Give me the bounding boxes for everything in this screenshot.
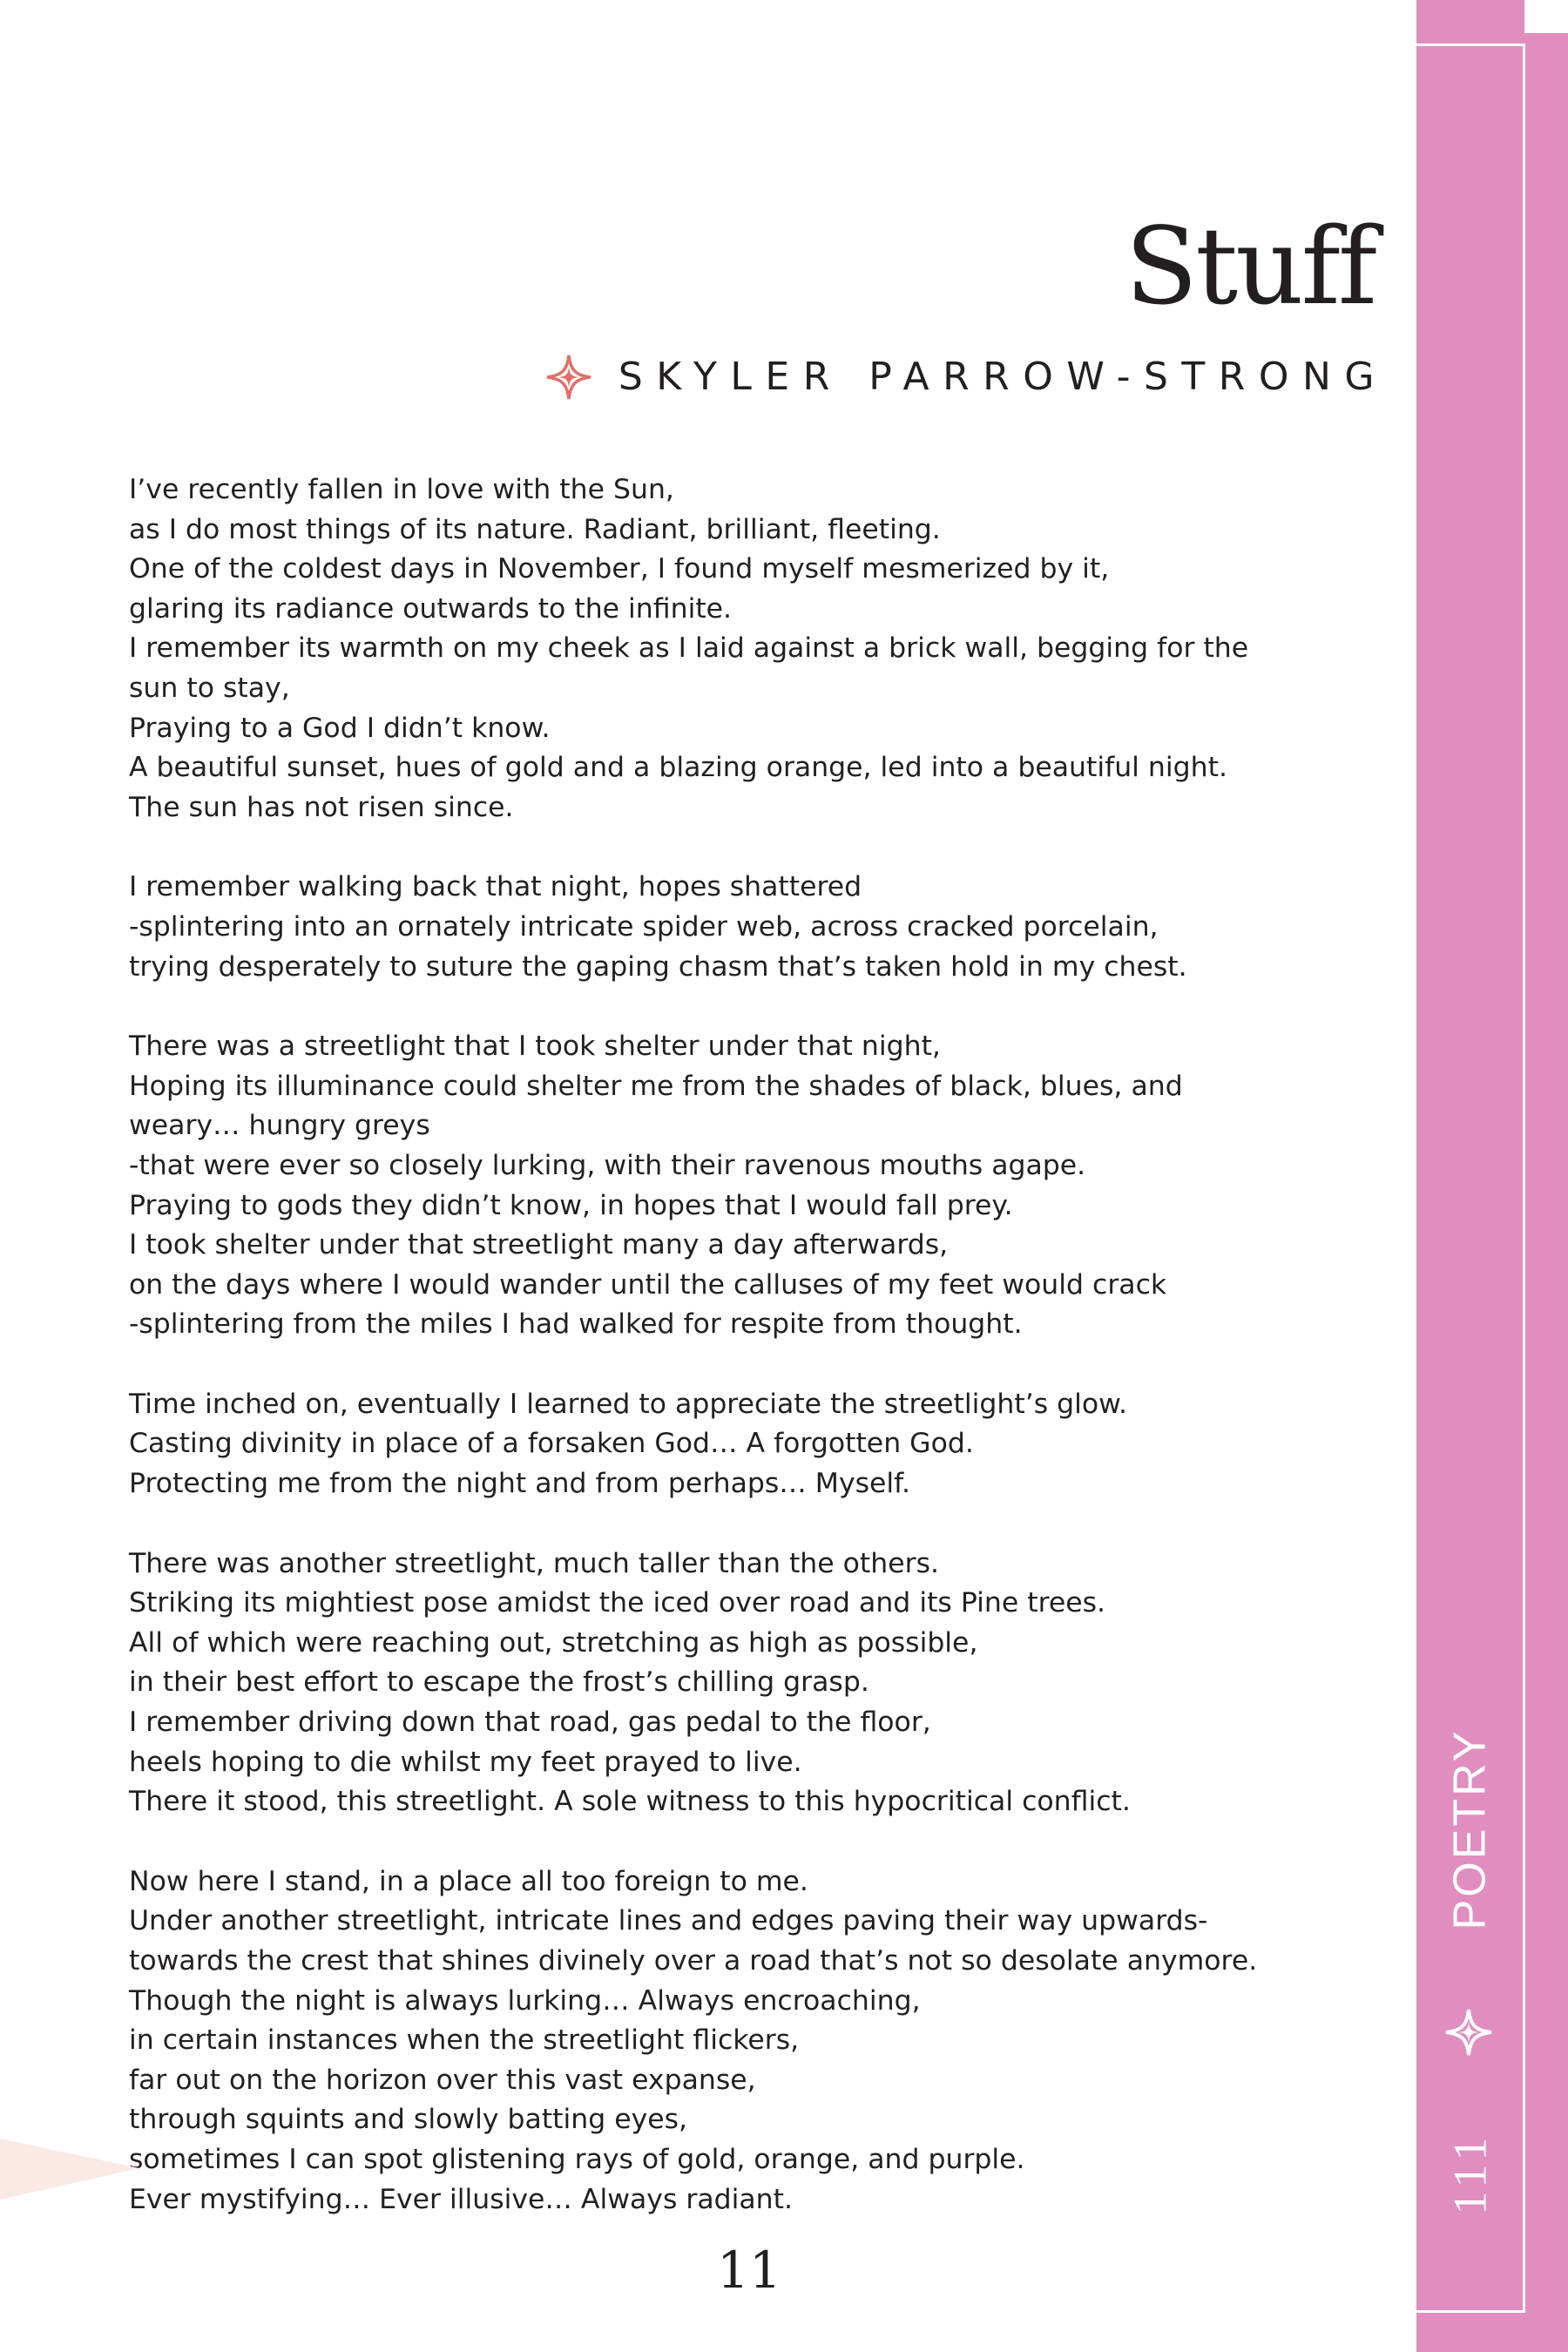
- poem-line: Praying to a God I didn’t know.: [129, 712, 551, 744]
- poem-line: The sun has not risen since.: [129, 791, 514, 823]
- poem-line: Time inched on, eventually I learned to appreciate the streetlight’s glow.: [129, 1388, 1128, 1420]
- poem-line: -splintering from the miles I had walked for respite from thought.: [129, 1308, 1023, 1341]
- poem-line: Casting divinity in place of a forsaken God… A forgotten God.: [129, 1428, 974, 1460]
- poem-line: towards the crest that shines divinely over a road that’s not so desolate anymore.: [129, 1945, 1258, 1977]
- poem-line: heels hoping to die whilst my feet prayed to live.: [129, 1746, 802, 1778]
- poem-line: -splintering into an ornately intricate spider web, across cracked porcelain,: [129, 910, 1159, 943]
- stanza: [129, 1027, 1418, 1345]
- poem-line: in certain instances when the streetlight flickers,: [129, 2024, 800, 2057]
- stanza: [129, 1544, 1418, 1822]
- sidebar-number-text: 111: [1443, 2132, 1496, 2215]
- poem-line: One of the coldest days in November, I found myself mesmerized by it,: [129, 553, 1110, 585]
- poem-line: weary… hungry greys: [129, 1110, 430, 1142]
- page-number: 11: [717, 2240, 781, 2300]
- stanza: [129, 470, 1418, 828]
- poem-line: A beautiful sunset, hues of gold and a blazing orange, led into a beautiful night.: [129, 752, 1227, 784]
- poem-line: All of which were reaching out, stretching as high as possible,: [129, 1626, 978, 1659]
- decorative-ray: [0, 2139, 139, 2200]
- poem-line: glaring its radiance outwards to the infinite.: [129, 592, 733, 625]
- poem-line: There was another streetlight, much taller than the others.: [129, 1547, 939, 1579]
- poem-line: far out on the horizon over this vast expanse,: [129, 2064, 756, 2096]
- sidebar-frame: [1416, 44, 1525, 2313]
- poem-line: Hoping its illuminance could shelter me from the shades of black, blues, and: [129, 1070, 1183, 1102]
- poem-line: Praying to gods they didn’t know, in hopes that I would fall prey.: [129, 1189, 1013, 1221]
- poem-line: on the days where I would wander until the calluses of my feet would crack: [129, 1268, 1167, 1301]
- poem-line: as I do most things of its nature. Radiant, brilliant, fleeting.: [129, 513, 941, 545]
- sidebar-number: [1439, 2108, 1500, 2239]
- star-icon: [545, 354, 592, 401]
- poem-line: I took shelter under that streetlight many a day afterwards,: [129, 1229, 949, 1261]
- stanza: [129, 1862, 1418, 2220]
- poem-line: Striking its mightiest pose amidst the iced over road and its Pine trees.: [129, 1587, 1106, 1619]
- poem-line: Now here I stand, in a place all too foreign to me.: [129, 1865, 808, 1897]
- stanza: [129, 868, 1418, 987]
- sidebar-star-icon: [1444, 2008, 1493, 2057]
- author-name: SKYLER PARROW-STRONG: [618, 355, 1388, 399]
- stanza: [129, 1385, 1418, 1504]
- poem-line: There was a streetlight that I took shelter under that night,: [129, 1031, 941, 1063]
- poem-line: Though the night is always lurking… Always encroaching,: [129, 1984, 921, 2017]
- poem-body: [129, 470, 1418, 2260]
- section-label: [1439, 1707, 1500, 1951]
- section-label-text: POETRY: [1444, 1728, 1495, 1930]
- poem-line: Under another streetlight, intricate lines and edges paving their way upwards-: [129, 1905, 1208, 1937]
- poem-line: trying desperately to suture the gaping chasm that’s taken hold in my chest.: [129, 950, 1187, 983]
- poem-line: I remember walking back that night, hopes shattered: [129, 871, 862, 903]
- sidebar-notch: [1524, 0, 1568, 33]
- poem-line: Protecting me from the night and from perhaps… Myself.: [129, 1468, 910, 1500]
- poem-line: There it stood, this streetlight. A sole witness to this hypocritical conflict.: [129, 1786, 1131, 1818]
- poem-line: through squints and slowly batting eyes,: [129, 2104, 688, 2136]
- poem-line: sometimes I can spot glistening rays of gold, orange, and purple.: [129, 2143, 1025, 2175]
- poem-line: in their best effort to escape the frost’s chilling grasp.: [129, 1666, 869, 1699]
- poem-title: Stuff: [1125, 205, 1375, 328]
- poem-line: I’ve recently fallen in love with the Sun,: [129, 474, 674, 505]
- poem-line: I remember driving down that road, gas pedal to the floor,: [129, 1707, 931, 1739]
- poem-line: I remember its warmth on my cheek as I laid against a brick wall, begging for the: [129, 632, 1249, 665]
- poem-line: -that were ever so closely lurking, with their ravenous mouths agape.: [129, 1149, 1086, 1181]
- poem-line: sun to stay,: [129, 672, 290, 704]
- poem-line: Ever mystifying… Ever illusive… Always radiant.: [129, 2183, 793, 2215]
- byline: [545, 354, 1388, 401]
